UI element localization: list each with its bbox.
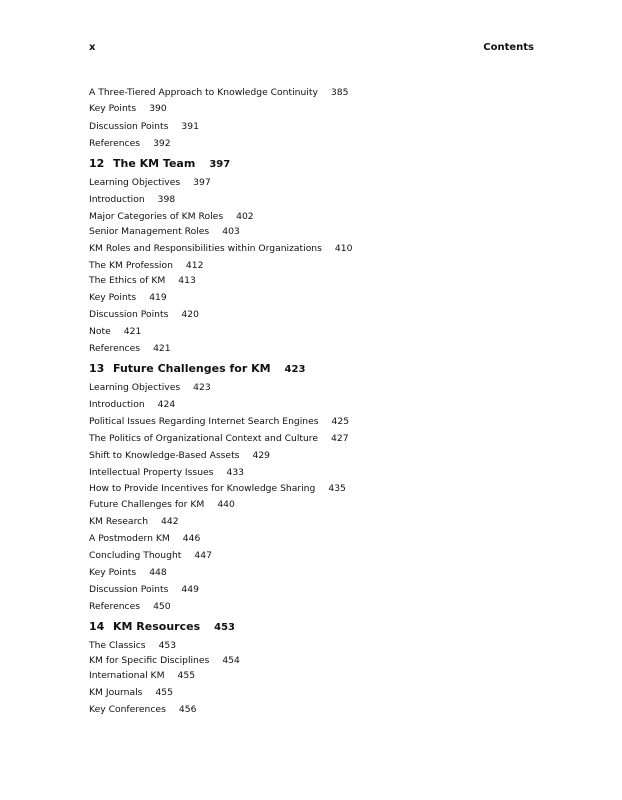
toc-entry-page: 425 [331, 416, 350, 427]
chapter-page: 397 [209, 159, 231, 170]
toc-entry-title: KM Research [89, 516, 149, 527]
toc-entry-title: Key Points [89, 292, 137, 303]
toc-entry [89, 87, 539, 98]
toc-entry-title: Introduction [89, 399, 145, 410]
toc-entry-title: KM Journals [89, 687, 143, 698]
toc-entry-page: 398 [157, 194, 176, 205]
toc-entry-title: Note [89, 326, 111, 337]
chapter-page: 453 [214, 622, 235, 633]
toc-entry [89, 450, 539, 461]
chapter-heading [89, 620, 539, 635]
toc-entry [89, 416, 539, 427]
toc-entry [89, 670, 539, 681]
toc-entry-page: 455 [155, 687, 173, 698]
toc-entry-title: Shift to Knowledge-Based Assets [89, 450, 240, 461]
toc-entry-title: Discussion Points [89, 309, 169, 320]
toc-entry-title: Senior Management Roles [89, 226, 210, 237]
toc-entry [89, 121, 539, 132]
toc-entry-page: 435 [328, 483, 346, 494]
toc-entry [89, 260, 539, 271]
toc-entry-page: 402 [236, 211, 254, 222]
toc-entry-page: 420 [181, 309, 199, 320]
toc-entry-title: The Ethics of KM [89, 275, 166, 286]
chapter-title: Future Challenges for KM [113, 362, 271, 375]
toc-entry-page: 412 [185, 260, 204, 271]
toc-entry [89, 382, 539, 393]
toc-entry-title: A Three-Tiered Approach to Knowledge Continuity [89, 87, 318, 98]
running-title: Contents [483, 42, 534, 53]
toc-entry-page: 413 [178, 275, 196, 286]
toc-entry [89, 433, 539, 444]
toc-entry [89, 309, 539, 320]
toc-entry [89, 177, 539, 188]
toc-entry [89, 601, 539, 612]
toc-entry [89, 226, 539, 237]
page-header [89, 42, 534, 56]
toc-entry-page: 403 [222, 226, 240, 237]
toc-entry [89, 483, 539, 494]
toc-entry-page: 454 [222, 655, 240, 666]
toc-entry-page: 397 [193, 177, 211, 188]
toc-entry-title: The KM Profession [89, 260, 173, 271]
toc-entry-title: How to Provide Incentives for Knowledge Sharing [89, 483, 316, 494]
toc-entry-page: 449 [181, 584, 199, 595]
table-of-contents [89, 85, 539, 715]
toc-entry [89, 655, 539, 666]
toc-entry-title: KM Roles and Responsibilities within Organizations [89, 243, 322, 254]
toc-entry [89, 194, 539, 205]
toc-entry [89, 292, 539, 303]
toc-entry-title: A Postmodern KM [89, 533, 170, 544]
chapter-title: KM Resources [113, 620, 201, 633]
chapter-title: The KM Team [113, 157, 196, 170]
toc-entry [89, 550, 539, 561]
toc-entry-page: 440 [217, 499, 235, 510]
toc-entry-title: Key Conferences [89, 704, 166, 715]
toc-entry-page: 385 [330, 87, 349, 98]
toc-entry-title: Key Points [89, 567, 137, 578]
toc-entry-title: Future Challenges for KM [89, 499, 205, 510]
toc-entry [89, 138, 539, 149]
toc-entry-title: The Politics of Organizational Context and Culture [89, 433, 319, 444]
chapter-number: 14 [89, 620, 105, 633]
toc-entry-title: Intellectual Property Issues [89, 467, 214, 478]
toc-entry [89, 275, 539, 286]
toc-entry [89, 211, 539, 222]
toc-entry-page: 429 [252, 450, 271, 461]
toc-entry-title: References [89, 601, 141, 612]
toc-entry [89, 499, 539, 510]
toc-entry-page: 390 [149, 103, 167, 114]
toc-entry-title: KM for Specific Disciplines [89, 655, 210, 666]
page-number: x [89, 42, 96, 53]
toc-entry [89, 533, 539, 544]
toc-entry [89, 640, 539, 651]
toc-entry [89, 567, 539, 578]
toc-entry-title: The Classics [89, 640, 146, 651]
toc-entry-title: Major Categories of KM Roles [89, 211, 224, 222]
toc-entry-title: Political Issues Regarding Internet Search Engines [89, 416, 319, 427]
toc-entry [89, 584, 539, 595]
toc-entry-page: 448 [149, 567, 167, 578]
chapter-heading [89, 157, 539, 172]
toc-entry-title: Learning Objectives [89, 177, 181, 188]
toc-entry-title: Discussion Points [89, 121, 169, 132]
toc-entry [89, 326, 539, 337]
toc-entry-page: 455 [177, 670, 196, 681]
toc-entry-page: 419 [149, 292, 167, 303]
toc-entry-page: 427 [331, 433, 349, 444]
toc-entry-title: Discussion Points [89, 584, 169, 595]
toc-entry-page: 391 [181, 121, 199, 132]
chapter-heading [89, 362, 539, 377]
toc-entry-title: Key Points [89, 103, 137, 114]
toc-entry [89, 103, 539, 114]
toc-entry [89, 399, 539, 410]
toc-entry-title: Concluding Thought [89, 550, 182, 561]
toc-entry [89, 516, 539, 527]
toc-entry-page: 446 [182, 533, 201, 544]
toc-entry [89, 243, 539, 254]
toc-entry [89, 687, 539, 698]
toc-entry-page: 423 [193, 382, 211, 393]
toc-entry-page: 410 [334, 243, 353, 254]
toc-entry-page: 421 [153, 343, 171, 354]
toc-entry-title: Learning Objectives [89, 382, 181, 393]
chapter-page: 423 [284, 364, 306, 375]
toc-entry-page: 450 [153, 601, 171, 612]
toc-entry-page: 392 [153, 138, 171, 149]
toc-entry-page: 456 [178, 704, 197, 715]
chapter-number: 12 [89, 157, 105, 170]
toc-entry-title: References [89, 138, 141, 149]
toc-entry-page: 442 [161, 516, 179, 527]
toc-entry [89, 704, 539, 715]
toc-entry [89, 467, 539, 478]
toc-entry-page: 433 [226, 467, 245, 478]
toc-entry-page: 421 [123, 326, 142, 337]
chapter-number: 13 [89, 362, 105, 375]
toc-entry-page: 424 [157, 399, 176, 410]
toc-entry-title: International KM [89, 670, 165, 681]
toc-entry-title: References [89, 343, 141, 354]
toc-entry [89, 343, 539, 354]
toc-entry-page: 447 [194, 550, 212, 561]
toc-entry-page: 453 [158, 640, 177, 651]
toc-entry-title: Introduction [89, 194, 145, 205]
